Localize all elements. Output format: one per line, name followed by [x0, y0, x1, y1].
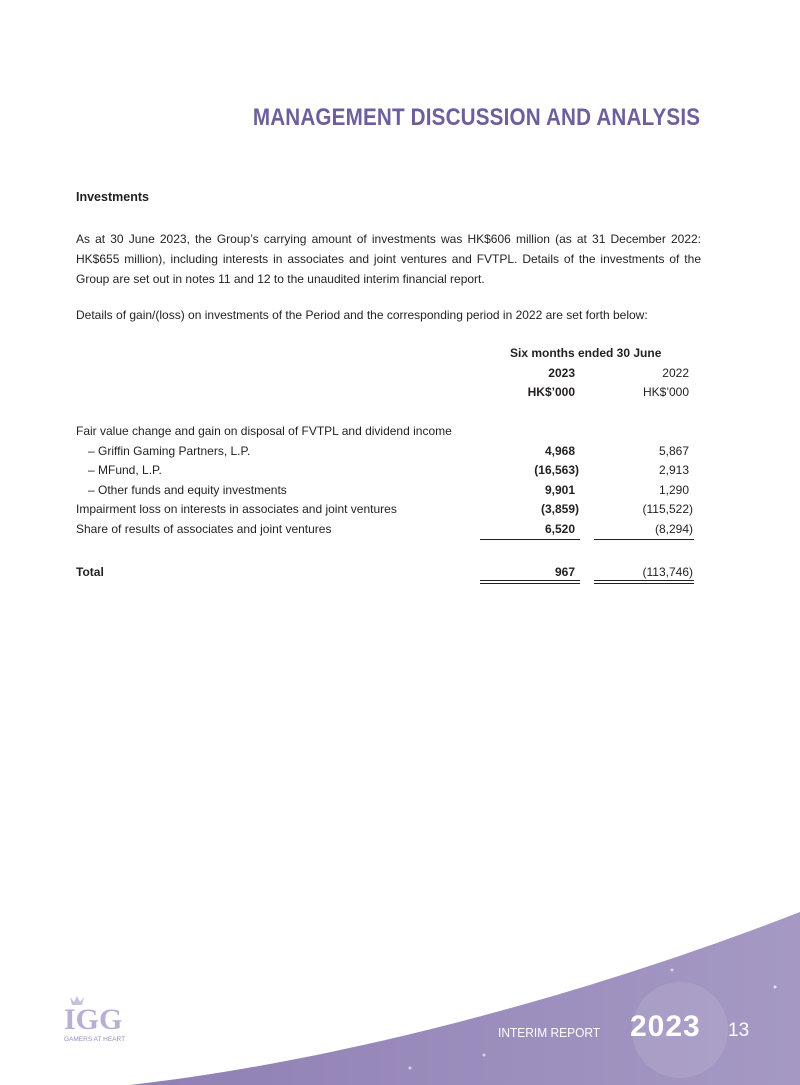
page-title: MANAGEMENT DISCUSSION AND ANALYSIS [252, 104, 700, 131]
page-number: 13 [728, 1020, 750, 1041]
logo-tagline: GAMERS AT HEART [64, 1036, 126, 1043]
total-value-2022: (113,746) [642, 565, 693, 579]
report-year: 2023 [630, 1010, 701, 1043]
row-value-2023: (16,563) [534, 463, 579, 477]
paragraph: As at 30 June 2023, the Group’s carrying amount of investments was HK$606 million (as at 31 December 2022: HK$655 million), including interests in associates and joint ventures and FVTPL. Details of the investments of the Group are set out in notes 11 and 12 to the unaudited interim financial report. [76, 232, 701, 286]
row-value-2022: 5,867 [658, 444, 689, 458]
row-value-2023: (3,859) [540, 502, 579, 516]
section-heading: Investments [76, 190, 149, 204]
igg-logo-mark [64, 993, 144, 1043]
period-header: Six months ended 30 June [510, 346, 662, 360]
row-value-2023: 4,968 [544, 444, 575, 458]
total-label: Total [76, 565, 104, 579]
subtotal-rule [480, 539, 580, 540]
col-year-2022: 2022 [662, 366, 689, 380]
row-label: Share of results of associates and joint ventures [76, 522, 332, 536]
row-value-2022: 1,290 [658, 483, 689, 497]
col-unit-2022: HK$’000 [642, 385, 689, 399]
total-double-rule [594, 580, 694, 584]
logo-text: IGG [64, 1003, 123, 1036]
row-value-2023: 9,901 [544, 483, 575, 497]
paragraph: Details of gain/(loss) on investments of the Period and the corresponding period in 2022 are set forth below: [76, 308, 648, 322]
row-label: – Other funds and equity investments [88, 483, 287, 497]
total-double-rule [480, 580, 580, 584]
row-label: – MFund, L.P. [88, 463, 162, 477]
row-value-2022: 2,913 [658, 463, 689, 477]
row-label: Impairment loss on interests in associates and joint ventures [76, 502, 397, 516]
report-label: INTERIM REPORT [498, 1025, 601, 1040]
row-label: – Griffin Gaming Partners, L.P. [88, 444, 251, 458]
col-unit-2023: HK$’000 [527, 385, 575, 399]
row-value-2022: (115,522) [642, 502, 693, 516]
row-label: Fair value change and gain on disposal of FVTPL and dividend income [76, 424, 452, 438]
row-value-2022: (8,294) [654, 522, 693, 536]
col-year-2023: 2023 [548, 366, 575, 380]
subtotal-rule [594, 539, 694, 540]
igg-logo [64, 993, 144, 1048]
total-value-2023: 967 [554, 565, 575, 579]
row-value-2023: 6,520 [544, 522, 575, 536]
